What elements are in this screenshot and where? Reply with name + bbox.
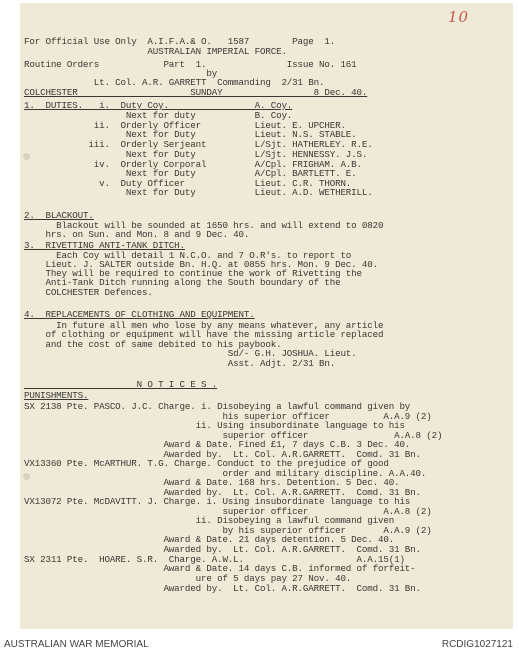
document-line: his superior officer A.A.9 (2) — [24, 411, 432, 422]
document-line: Lt. Col. A.R. GARRETT Commanding 2/31 Bn. — [24, 77, 325, 88]
document-line: of clothing or equipment will have the missing article replaced — [24, 329, 384, 340]
record-id: RCDIG1027121 — [441, 639, 513, 650]
document-line: Each Coy will detail 1 N.C.O. and 7 O.R's. to report to — [24, 250, 352, 261]
document-line: Sd/- G.H. JOSHUA. Lieut. — [24, 348, 357, 359]
document-line: Awarded by. Lt. Col. A.R.GARRETT. Comd. 31 Bn. — [24, 449, 421, 460]
document-line: Next for Duty Lieut. A.D. WETHERILL. — [24, 187, 373, 198]
document-line: AUSTRALIAN IMPERIAL FORCE. — [24, 46, 287, 57]
document-line: 1. DUTIES. i. Duty Coy. A. Coy. — [24, 100, 293, 111]
document-line: order and military discipline. A.A.40. — [24, 468, 427, 479]
document-line: Awarded by. Lt. Col. A.R.GARRETT. Comd. 31 Bn. — [24, 544, 421, 555]
document-line: Lieut. J. SALTER outside Bn. H.Q. at 0855 hrs. Mon. 9 Dec. 40. — [24, 259, 378, 270]
document-line: 3. RIVETTING ANTI-TANK DITCH. — [24, 240, 185, 251]
archive-name: AUSTRALIAN WAR MEMORIAL — [4, 639, 149, 650]
document-line: Anti-Tank Ditch running along the South boundary of the — [24, 277, 341, 288]
document-line: SX 2138 Pte. PASCO. J.C. Charge. i. Disobeying a lawful command given by — [24, 401, 411, 412]
document-line: VX13072 Pte. McDAVITT. J. Charge. i. Using insubordinate language to his — [24, 496, 411, 507]
document-line: Blackout will be sounded at 1650 hrs. and will extend to 0820 — [24, 220, 384, 231]
document-line: Awarded by. Lt. Col. A.R.GARRETT. Comd. 31 Bn. — [24, 487, 421, 498]
document-line: Award & Date. 14 days C.B. informed of forfeit- — [24, 563, 416, 574]
document-line: superior officer A.A.8 (2) — [24, 430, 443, 441]
document-line: Next for Duty L/Sjt. HENNESSY. J.S. — [24, 149, 368, 160]
document-line: superior officer A.A.8 (2) — [24, 506, 432, 517]
folio-number: 10 — [448, 8, 470, 26]
document-line: Next for duty B. Coy. — [24, 110, 293, 121]
document-line: Next for Duty Lieut. N.S. STABLE. — [24, 129, 357, 140]
document-line: Next for Duty A/Cpl. BARTLETT. E. — [24, 168, 357, 179]
document-line: Asst. Adjt. 2/31 Bn. — [24, 358, 336, 369]
document-line: Routine Orders Part 1. Issue No. 161 — [24, 59, 357, 70]
document-line: VX13360 Pte. McARTHUR. T.G. Charge. Conduct to the prejudice of good — [24, 458, 389, 469]
document-line: Award & Date. 21 days detention. 5 Dec. 40. — [24, 534, 395, 545]
document-line: hrs. on Sun. and Mon. 8 and 9 Dec. 40. — [24, 229, 250, 240]
document-line: Awarded by. Lt. Col. A.R.GARRETT. Comd. 31 Bn. — [24, 583, 421, 594]
document-line: iv. Orderly Corporal A/Cpl. FRIGHAM. A.B. — [24, 159, 362, 170]
document-line: 2. BLACKOUT. — [24, 210, 94, 221]
document-line: In future all men who lose by any means whatever, any article — [24, 320, 384, 331]
document-line: Award & Date. 168 hrs. Detention. 5 Dec. 40. — [24, 477, 400, 488]
document-line: ii. Orderly Officer Lieut. E. UPCHER. — [24, 120, 346, 131]
document-page — [20, 3, 513, 629]
document-line: v. Duty Officer Lieut. C.R. THORN. — [24, 178, 352, 189]
footer-bar — [0, 632, 519, 654]
document-line: by — [24, 68, 218, 79]
document-line: and the cost of same debited to his paybook. — [24, 339, 282, 350]
document-line: 4. REPLACEMENTS OF CLOTHING AND EQUIPMENT. — [24, 309, 255, 320]
document-line: Award & Date. Fined £1, 7 days C.B. 3 Dec. 40. — [24, 439, 411, 450]
document-line: by his superior officer A.A.9 (2) — [24, 525, 432, 536]
document-line: COLCHESTER SUNDAY 8 Dec. 40. — [24, 87, 368, 98]
document-line: SX 2311 Pte. HOARE. S.R. Charge. A.W.L. A.A.15(1) — [24, 554, 405, 565]
document-line: ii. Using insubordinate language to his — [24, 420, 405, 431]
document-line: ii. Disobeying a lawful command given — [24, 515, 395, 526]
document-line: They will be required to continue the work of Rivetting the — [24, 268, 362, 279]
document-line: ure of 5 days pay 27 Nov. 40. — [24, 573, 352, 584]
document-line: COLCHESTER Defences. — [24, 287, 153, 298]
document-line: For Official Use Only A.I.F.A.& O. 1587 Page 1. — [24, 36, 336, 47]
document-line: iii. Orderly Serjeant L/Sjt. HATHERLEY. R.E. — [24, 139, 373, 150]
document-line: PUNISHMENTS. — [24, 390, 89, 401]
document-line: N O T I C E S . — [24, 379, 218, 390]
